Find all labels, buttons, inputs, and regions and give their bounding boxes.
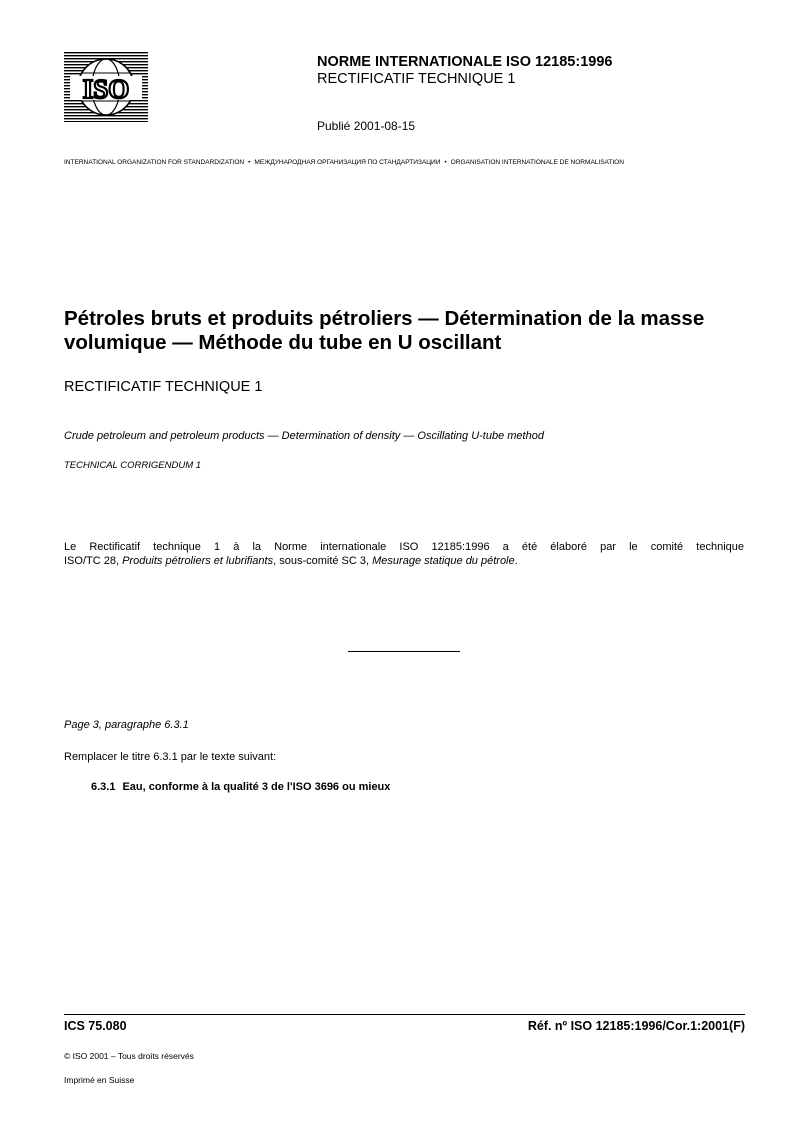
org-name-ru: МЕЖДУНАРОДНАЯ ОРГАНИЗАЦИЯ ПО СТАНДАРТИЗАЦИИ [254, 159, 441, 166]
intro-line2 [64, 554, 744, 568]
publication-date: Publié 2001-08-15 [317, 119, 416, 133]
committee-name: Produits pétroliers et lubrifiants [122, 555, 274, 567]
replacement-clause [91, 781, 390, 793]
document-title-line1: Pétroles bruts et produits pétroliers — Détermination de la masse [64, 307, 705, 330]
document-title-line2: volumique — Méthode du tube en U oscillant [64, 331, 502, 354]
clause-number: 6.3.1 [91, 781, 116, 793]
standard-subtitle: RECTIFICATIF TECHNIQUE 1 [317, 71, 516, 87]
copyright: © ISO 2001 – Tous droits réservés [64, 1051, 194, 1061]
subcommittee-name: Mesurage statique du pétrole [372, 555, 515, 567]
bullet-icon: • [248, 159, 251, 166]
org-name-fr: ORGANISATION INTERNATIONALE DE NORMALISATION [450, 159, 624, 166]
document-subtitle: RECTIFICATIF TECHNIQUE 1 [64, 379, 263, 395]
footer-rule [64, 1014, 745, 1015]
organization-line [64, 159, 624, 166]
clause-text: Eau, conforme à la qualité 3 de l'ISO 3696 ou mieux [122, 781, 391, 793]
iso-logo-text: ISO [82, 74, 130, 104]
english-title: Crude petroleum and petroleum products — Determination of density — Oscillating U-tube method [64, 430, 544, 442]
ics-code: ICS 75.080 [64, 1019, 127, 1033]
english-subtitle: TECHNICAL CORRIGENDUM 1 [64, 460, 202, 471]
org-name-en: INTERNATIONAL ORGANIZATION FOR STANDARDIZATION [64, 159, 245, 166]
intro-text: , sous-comité SC 3, [273, 555, 373, 567]
iso-logo [64, 52, 148, 122]
correction-instruction: Remplacer le titre 6.3.1 par le texte suivant: [64, 751, 277, 763]
document-title [64, 307, 744, 355]
intro-paragraph [64, 540, 744, 568]
intro-text: . [514, 555, 518, 567]
intro-text: ISO/TC 28, [64, 555, 123, 567]
printed-in: Imprimé en Suisse [64, 1075, 135, 1085]
bullet-icon: • [444, 159, 447, 166]
intro-line1: Le Rectificatif technique 1 à la Norme internationale ISO 12185:1996 a été élaboré par le comité technique [64, 541, 744, 553]
reference-number: Réf. nº ISO 12185:1996/Cor.1:2001(F) [527, 1019, 745, 1033]
standard-title: NORME INTERNATIONALE ISO 12185:1996 [317, 54, 613, 70]
correction-location: Page 3, paragraphe 6.3.1 [64, 719, 189, 731]
separator-line [348, 651, 460, 652]
